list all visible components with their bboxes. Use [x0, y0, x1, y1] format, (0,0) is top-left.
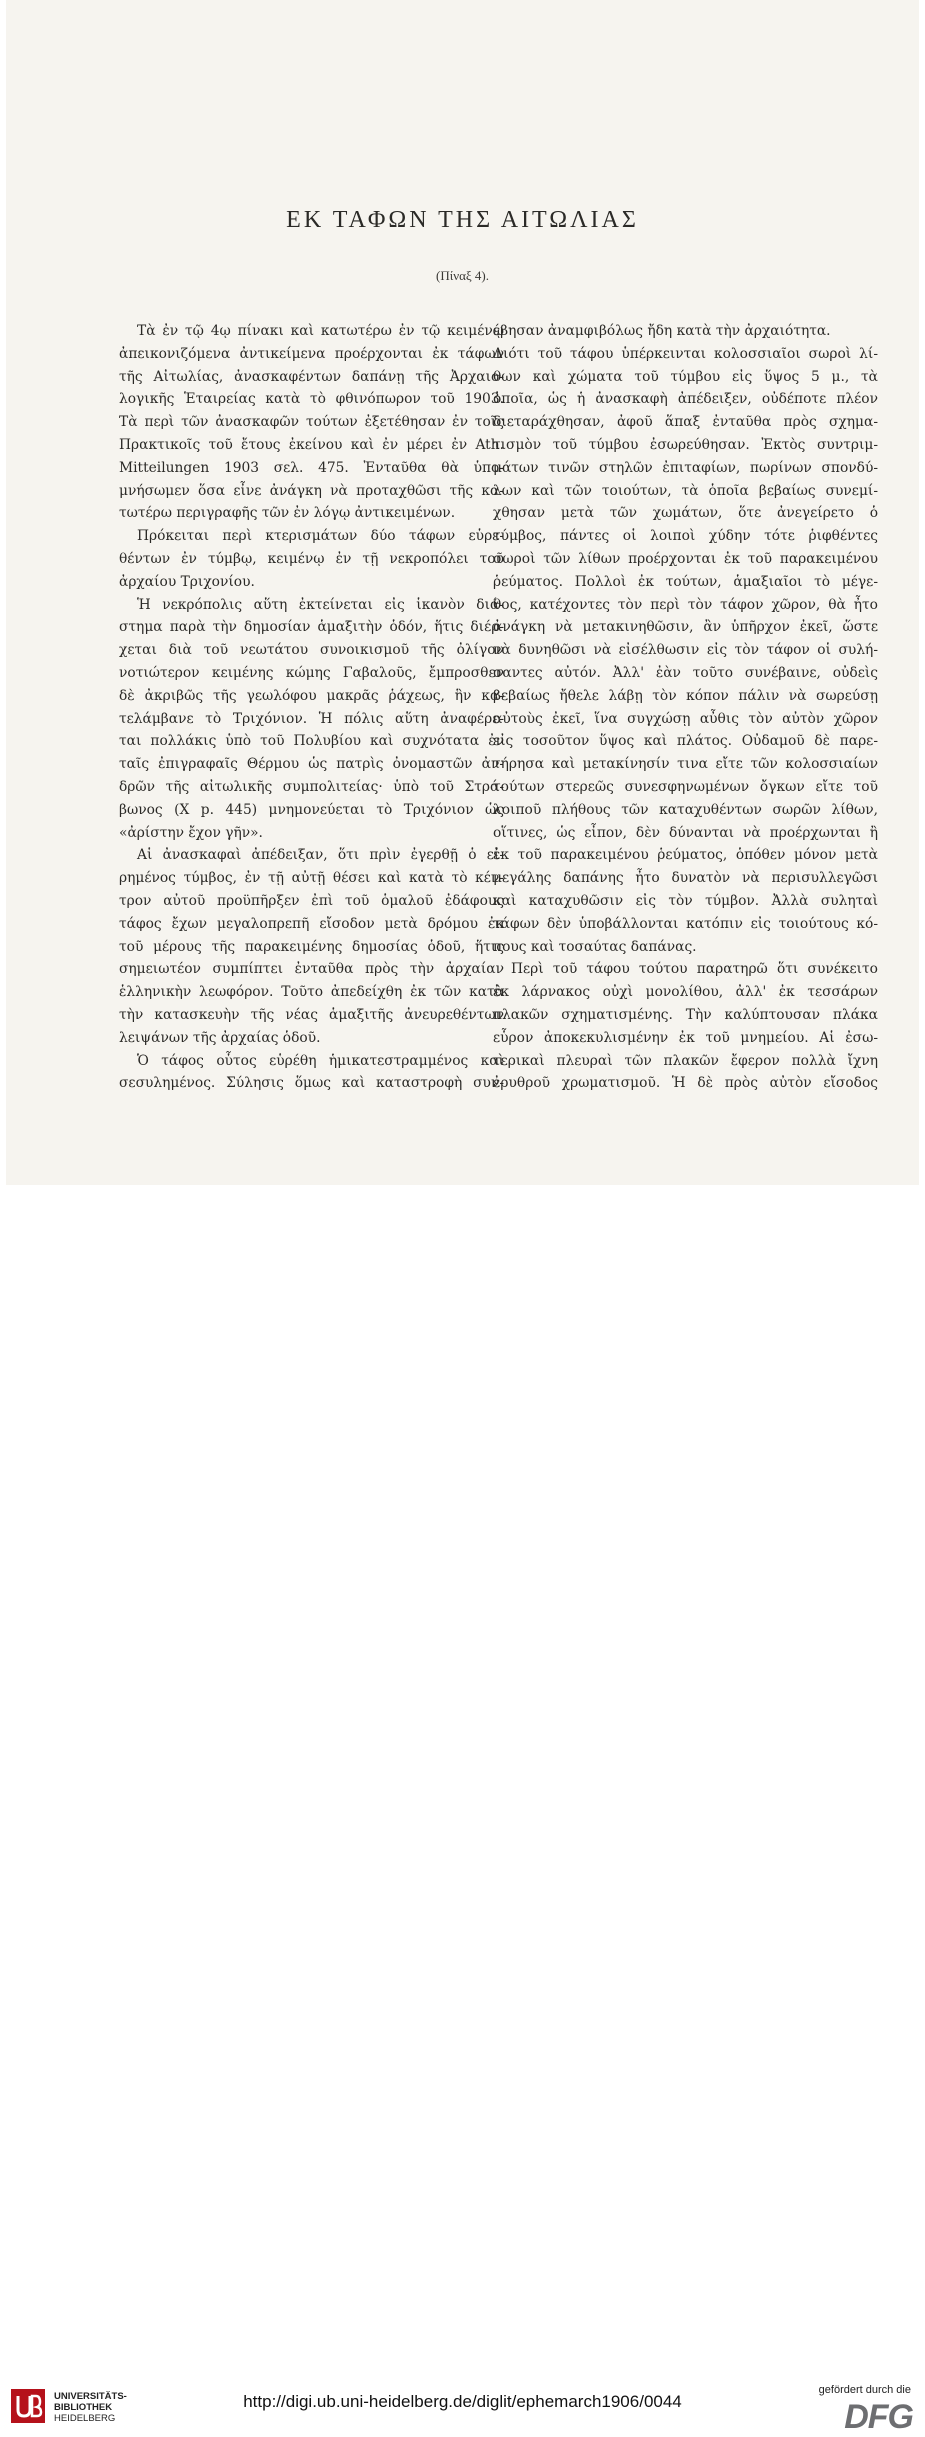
- text-line: τερικαὶ πλευραὶ τῶν πλακῶν ἔφερον πολλὰ ἴχνη: [493, 1052, 878, 1069]
- text-line: διεταράχθησαν, ἀφοῦ ἅπαξ ἐνταῦθα πρὸς σχημα-: [493, 414, 878, 431]
- sponsor-label: gefördert durch die: [818, 2384, 911, 2396]
- text-line: Mitteilungen 1903 σελ. 475. Ἐνταῦθα θὰ ὑπο-: [119, 459, 504, 476]
- text-line: αὐτοὺς ἐκεῖ, ἵνα συγχώσῃ αὖθις τὸν αὐτὸν χῶρον: [493, 710, 878, 727]
- text-line: λων καὶ τῶν τοιούτων, τὰ ὁποῖα βεβαίως συνεμί-: [493, 482, 878, 499]
- footer-bar: [0, 1185, 925, 2436]
- text-line: θέντων ἐν τύμβῳ, κειμένῳ ἐν τῇ νεκροπόλει τοῦ: [119, 550, 504, 567]
- text-line: Τὰ περὶ τῶν ἀνασκαφῶν τούτων ἐξετέθησαν ἐν τοῖς: [119, 414, 504, 431]
- text-line: δρῶν τῆς αἰτωλικῆς συμπολιτείας· ὑπὸ τοῦ Στρά-: [119, 778, 504, 795]
- text-line: τύμβος, πάντες οἱ λοιποὶ χύδην τότε ῥιφθέντες: [493, 528, 878, 545]
- text-line: Πρακτικοῖς τοῦ ἔτους ἐκείνου καὶ ἐν μέρει ἐν Ath.: [119, 436, 504, 453]
- text-line: «ἀρίστην ἔχον γῆν».: [119, 824, 263, 841]
- text-line: τῆς Αἰτωλίας, ἀνασκαφέντων δαπάνῃ τῆς Ἀρχαιο-: [119, 368, 504, 385]
- text-line: Διότι τοῦ τάφου ὑπέρκεινται κολοσσιαῖοι σωροὶ λί-: [493, 345, 878, 362]
- text-line: τὴν κατασκευὴν τῆς νέας ἁμαξιτῆς ἀνευρεθέντων: [119, 1006, 504, 1023]
- text-line: μάτων τινῶν στηλῶν ἐπιταφίων, πωρίνων σπονδύ-: [493, 459, 878, 476]
- library-name-line-1: UNIVERSITÄTS-: [54, 2391, 127, 2402]
- text-line: λογικῆς Ἑταιρείας κατὰ τὸ φθινόπωρον τοῦ 1903.: [119, 391, 504, 408]
- text-line: τάφων δὲν ὑποβάλλονται κατόπιν εἰς τοιούτους κό-: [493, 915, 878, 932]
- text-line: Πρόκειται περὶ κτερισμάτων δύο τάφων εὑρε-: [137, 528, 504, 545]
- text-line: ὁποῖα, ὡς ἡ ἀνασκαφὴ ἀπέδειξεν, οὐδέποτε πλέον: [493, 391, 878, 408]
- text-line: χεται διὰ τοῦ νεωτάτου συνοικισμοῦ τῆς ὀλίγον: [119, 642, 504, 659]
- text-line: τήρησα καὶ μετακίνησίν τινα εἴτε τῶν κολοσσιαίων: [493, 756, 878, 773]
- text-line: τάφος ἔχων μεγαλοπρεπῆ εἴσοδον μετὰ δρόμου ἐκ: [119, 915, 504, 932]
- text-line: θων καὶ χώματα τοῦ τύμβου εἰς ὕψος 5 μ., τὰ: [493, 368, 878, 385]
- text-line: νοτιώτερον κειμένης κώμης Γαβαλοῦς, ἔμπροσθεν: [119, 664, 504, 681]
- text-line: Ὁ τάφος οὗτος εὑρέθη ἡμικατεστραμμένος καὶ: [137, 1052, 504, 1069]
- text-line: μεγάλης δαπάνης ἦτο δυνατὸν νὰ περισυλλεγῶσι: [493, 870, 878, 887]
- text-line: εὗρον ἀποκεκυλισμένην ἐκ τοῦ μνημείου. Αἱ ἐσω-: [493, 1029, 878, 1046]
- right-column: [493, 320, 878, 1095]
- text-line: Αἱ ἀνασκαφαὶ ἀπέδειξαν, ὅτι πρὶν ἐγερθῇ ὁ εἰ-: [137, 847, 504, 864]
- text-line: ἐρυθροῦ χρωματισμοῦ. Ἡ δὲ πρὸς αὐτὸν εἴσοδος: [493, 1075, 878, 1092]
- text-line: πους καὶ τοσαύτας δαπάνας.: [493, 938, 697, 955]
- article-title: ΕΚ ΤΑΦΩΝ ΤΗΣ ΑΙΤΩΛΙΑΣ: [286, 207, 639, 233]
- text-line: τωτέρω περιγραφῆς τῶν ἐν λόγῳ ἀντικειμένων.: [119, 505, 456, 522]
- scanned-page: [6, 0, 919, 1185]
- text-line: ἐκ τοῦ παρακειμένου ῥεύματος, ὁπόθεν μόνον μετὰ: [493, 847, 878, 864]
- text-line: λοιποῦ πλήθους τῶν καταχυθέντων σωρῶν λίθων,: [493, 801, 878, 818]
- text-line: σαντες αὐτόν. Ἀλλ' ἐὰν τοῦτο συνέβαινε, οὐδεὶς: [493, 664, 878, 681]
- text-line: τούτων στερεῶς συνεσφηνωμένων ὄγκων εἴτε τοῦ: [493, 778, 878, 795]
- text-line: τελάμβανε τὸ Τριχόνιον. Ἡ πόλις αὕτη ἀναφέρε-: [119, 710, 504, 727]
- left-column: [119, 320, 504, 1095]
- text-line: χθησαν μετὰ τῶν χωμάτων, ὅτε ἀνεγείρετο ὁ: [493, 505, 878, 522]
- text-line: καὶ καταχυθῶσιν εἰς τὸν τύμβον. Ἀλλὰ συληταὶ: [493, 892, 878, 909]
- text-line: πλακῶν σχηματισμένης. Τὴν καλύπτουσαν πλάκα: [493, 1006, 878, 1023]
- text-line: νὰ δυνηθῶσι νὰ εἰσέλθωσιν εἰς τὸν τάφον οἱ συλή-: [493, 642, 878, 659]
- text-line: ἀνάγκη νὰ μετακινηθῶσιν, ἂν ὑπῆρχον ἐκεῖ, ὥστε: [493, 619, 878, 636]
- library-name-line-3: HEIDELBERG: [54, 2413, 116, 2424]
- text-line: ἀπεικονιζόμενα ἀντικείμενα προέρχονται ἐκ τάφων: [119, 345, 504, 362]
- text-line: μνήσωμεν ὅσα εἶνε ἀνάγκη νὰ προταχθῶσι τῆς κα-: [119, 482, 504, 499]
- text-line: δὲ ἀκριβῶς τῆς γεωλόφου μακρᾶς ῥάχεως, ἣν κα-: [119, 687, 504, 704]
- text-line: σωροὶ τῶν λίθων προέρχονται ἐκ τοῦ παρακειμένου: [493, 550, 878, 567]
- text-line: ται πολλάκις ὑπὸ τοῦ Πολυβίου καὶ συχνότατα ἐν: [119, 733, 504, 750]
- library-name-line-2: BIBLIOTHEK: [54, 2402, 113, 2413]
- text-line: ρημένος τύμβος, ἐν τῇ αὐτῇ θέσει καὶ κατὰ τὸ κέν-: [119, 870, 504, 887]
- text-line: βεβαίως ἤθελε λάβῃ τὸν κόπον πάλιν νὰ σωρεύσῃ: [493, 687, 878, 704]
- plate-reference: (Πίναξ 4).: [435, 268, 490, 283]
- text-line: εἰς τοσοῦτον ὕψος καὶ πλάτος. Οὐδαμοῦ δὲ παρε-: [493, 733, 878, 750]
- text-line: θος, κατέχοντες τὸν περὶ τὸν τάφον χῶρον, θὰ ἦτο: [493, 596, 878, 613]
- text-line: σημειωτέον συμπίπτει ἐνταῦθα πρὸς τὴν ἀρχαίαν: [119, 961, 504, 978]
- text-line: τρον αὐτοῦ προϋπῆρξεν ἐπὶ τοῦ ὁμαλοῦ ἐδάφους: [119, 892, 504, 909]
- text-line: οἵτινες, ὡς εἶπον, δὲν δύνανται νὰ προέρχωνται ἢ: [493, 824, 878, 841]
- dfg-logo: DFG: [844, 2398, 913, 2436]
- text-line: σεσυλημένος. Σύλησις ὅμως καὶ καταστροφὴ συν-: [119, 1075, 504, 1092]
- text-line: βωνος (X p. 445) μνημονεύεται τὸ Τριχόνιον ὡς: [119, 801, 504, 818]
- text-line: ἐκ λάρνακος οὐχὶ μονολίθου, ἀλλ' ἐκ τεσσάρων: [493, 984, 878, 1001]
- text-line: Ἡ νεκρόπολις αὕτη ἐκτείνεται εἰς ἱκανὸν διά-: [137, 596, 504, 613]
- text-line: στημα παρὰ τὴν δημοσίαν ἁμαξιτὴν ὁδόν, ἥτις διέρ-: [119, 619, 504, 636]
- text-line: ἑλληνικὴν λεωφόρον. Τοῦτο ἀπεδείχθη ἐκ τῶν κατὰ: [119, 984, 504, 1001]
- permalink-url[interactable]: http://digi.ub.uni-heidelberg.de/diglit/ephemarch1906/0044: [243, 2392, 682, 2411]
- text-line: λειψάνων τῆς ἀρχαίας ὁδοῦ.: [119, 1029, 321, 1046]
- text-line: ἀρχαίου Τριχονίου.: [119, 573, 255, 590]
- text-line: ῥεύματος. Πολλοὶ ἐκ τούτων, ἁμαξιαῖοι τὸ μέγε-: [493, 573, 878, 590]
- text-line: Τὰ ἐν τῷ 4ῳ πίνακι καὶ κατωτέρω ἐν τῷ κειμένῳ: [137, 323, 504, 339]
- text-line: τισμὸν τοῦ τύμβου ἐσωρεύθησαν. Ἐκτὸς συντριμ-: [493, 436, 878, 453]
- text-line: ταῖς ἐπιγραφαῖς Θέρμου ὡς πατρὶς ὀνομαστῶν ἀν-: [119, 756, 504, 773]
- text-line: Περὶ τοῦ τάφου τούτου παρατηρῶ ὅτι συνέκειτο: [511, 961, 878, 978]
- text-line: έβησαν ἀναμφιβόλως ἤδη κατὰ τὴν ἀρχαιότητα.: [493, 323, 831, 339]
- text-line: τοῦ μέρους τῆς παρακειμένης δημοσίας ὁδοῦ, ἥτις: [119, 938, 504, 955]
